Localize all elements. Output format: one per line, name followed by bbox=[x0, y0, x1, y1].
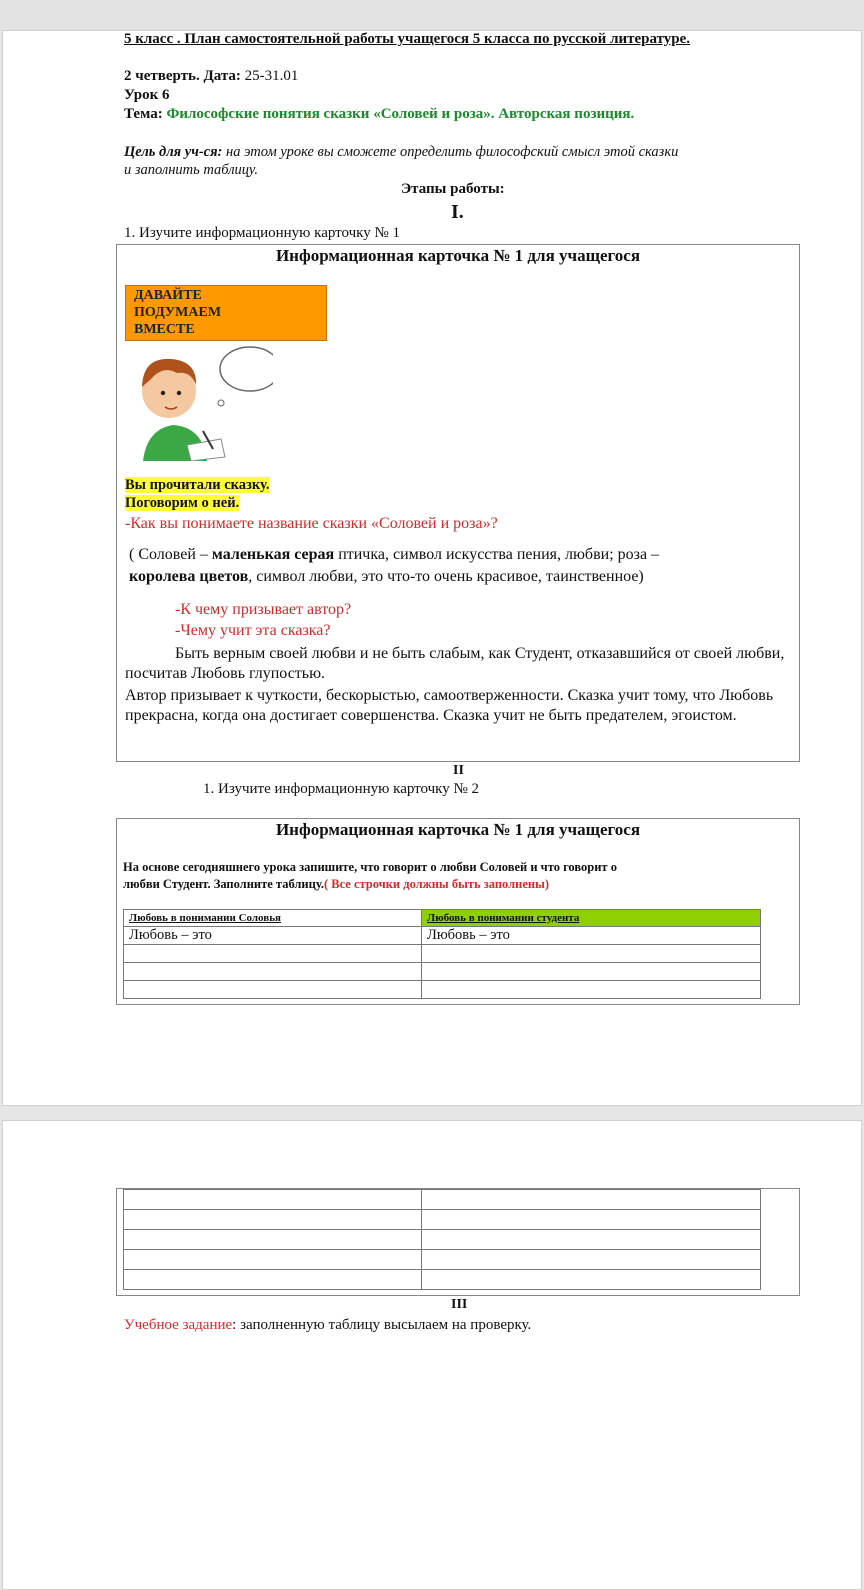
table-cell-empty[interactable] bbox=[422, 1250, 761, 1270]
love-comparison-table bbox=[123, 909, 761, 999]
table-continuation-frame bbox=[116, 1188, 800, 1296]
table-cell-empty[interactable] bbox=[124, 1210, 422, 1230]
love-comparison-table-continued bbox=[123, 1189, 761, 1290]
study-task-label: Учебное задание bbox=[124, 1317, 233, 1333]
highlight-text-1: Вы прочитали сказку. bbox=[125, 477, 270, 493]
thinking-boy-illustration bbox=[133, 341, 273, 461]
instruction-warning: ( Все строчки должны быть заполнены) bbox=[323, 877, 549, 891]
highlight-text-2: Поговорим о ней. bbox=[125, 495, 240, 511]
info-card-2 bbox=[116, 818, 800, 1005]
question-3: -Чему учит эта сказка? bbox=[175, 622, 331, 639]
thought-bubble-dot bbox=[218, 400, 224, 406]
stage-3-marker: III bbox=[451, 1297, 468, 1312]
table-cell-empty[interactable] bbox=[124, 1230, 422, 1250]
goal-label: Цель для уч-ся: bbox=[124, 144, 223, 160]
boy-eye-right bbox=[177, 391, 181, 395]
col-nightingale-header: Любовь в понимании Соловья bbox=[124, 910, 422, 927]
table-cell-student[interactable]: Любовь – это bbox=[422, 927, 761, 945]
document-title: 5 класс . План самостоятельной работы учащегося 5 класса по русской литературе. bbox=[124, 31, 691, 47]
table-row bbox=[124, 1250, 761, 1270]
study-task-line bbox=[124, 1317, 531, 1334]
question-2: -К чему призывает автор? bbox=[175, 601, 352, 618]
goal-line-1 bbox=[124, 144, 678, 161]
document-page-1 bbox=[2, 30, 862, 1106]
theme-text: Философские понятия сказки «Соловей и роза». Авторская позиция. bbox=[166, 106, 635, 122]
answer-1-bold-a: маленькая серая bbox=[211, 546, 335, 563]
step-2-instruction: 1. Изучите информационную карточку № 2 bbox=[203, 781, 480, 797]
table-row bbox=[124, 981, 761, 999]
thought-bubble-shape bbox=[220, 347, 273, 391]
step-1-instruction: 1. Изучите информационную карточку № 1 bbox=[124, 225, 401, 241]
col-student-header: Любовь в понимании студента bbox=[422, 910, 761, 927]
table-cell-empty[interactable] bbox=[124, 945, 422, 963]
table-cell-empty[interactable] bbox=[124, 1270, 422, 1290]
table-cell-empty[interactable] bbox=[124, 963, 422, 981]
goal-text: на этом уроке вы сможете определить философский смысл этой сказки bbox=[226, 144, 679, 160]
answer-1-line-2 bbox=[129, 568, 644, 586]
table-row bbox=[124, 945, 761, 963]
table-header-row bbox=[124, 910, 761, 927]
answer-1-bold-d: королева цветов bbox=[129, 568, 249, 585]
table-row bbox=[124, 927, 761, 945]
answer-1-part-a: ( Соловей – bbox=[129, 546, 212, 563]
answer-1-line-1 bbox=[129, 546, 659, 564]
theme-line bbox=[124, 106, 634, 123]
banner-line-3: ВМЕСТЕ bbox=[134, 322, 195, 337]
table-cell-empty[interactable] bbox=[422, 963, 761, 981]
goal-line-2: и заполнить таблицу. bbox=[124, 162, 258, 178]
banner-line-1: ДАВАЙТЕ bbox=[134, 288, 202, 303]
table-row bbox=[124, 1230, 761, 1250]
table-cell-empty[interactable] bbox=[422, 1230, 761, 1250]
stages-heading: Этапы работы: bbox=[401, 181, 505, 197]
answer-1-part-c: птичка, символ искусства пения, любви; роза – bbox=[334, 546, 660, 563]
stage-2-marker: II bbox=[453, 763, 464, 778]
quarter-label: 2 четверть. Дата: bbox=[124, 68, 241, 84]
table-cell-empty[interactable] bbox=[124, 981, 422, 999]
answer-1-part-e: , символ любви, это что-то очень красивое, таинственное) bbox=[248, 568, 644, 585]
viewer-top-bar bbox=[0, 0, 864, 30]
instruction-text: любви Студент. Заполните таблицу. bbox=[123, 877, 324, 891]
stage-1-marker: I. bbox=[451, 201, 464, 223]
table-row bbox=[124, 1270, 761, 1290]
table-row bbox=[124, 1210, 761, 1230]
answer-3: Автор призывает к чуткости, бескорыстью, самоотверженности. Сказка учит тому, что Любовь прекрасна, когда она достигает совершенства. Сказка учит не быть предателем, эгоистом. bbox=[125, 687, 774, 724]
question-1: -Как вы понимаете название сказки «Соловей и роза»? bbox=[125, 515, 498, 532]
banner-line-2: ПОДУМАЕМ bbox=[134, 305, 222, 320]
theme-label: Тема: bbox=[124, 106, 163, 122]
table-cell-empty[interactable] bbox=[422, 981, 761, 999]
boy-eye-left bbox=[161, 391, 165, 395]
table-cell-empty[interactable] bbox=[124, 1250, 422, 1270]
date-value: 25-31.01 bbox=[244, 68, 299, 84]
table-cell-empty[interactable] bbox=[124, 1190, 422, 1210]
document-page-2 bbox=[2, 1120, 862, 1590]
think-together-banner bbox=[125, 285, 327, 341]
study-task-text: : заполненную таблицу высылаем на проверку. bbox=[232, 1317, 532, 1333]
read-tale-line bbox=[125, 477, 269, 494]
table-cell-empty[interactable] bbox=[422, 1270, 761, 1290]
table-cell-empty[interactable] bbox=[422, 1210, 761, 1230]
info-card-1 bbox=[116, 244, 800, 762]
table-cell-empty[interactable] bbox=[422, 1190, 761, 1210]
answer-2: Быть верным своей любви и не быть слабым, как Студент, отказавшийся от своей любви, посчитав Любовь глупостью. bbox=[125, 645, 785, 682]
talk-about-line bbox=[125, 495, 239, 512]
quarter-date bbox=[124, 68, 298, 85]
card-2-title: Информационная карточка № 1 для учащегося bbox=[275, 820, 641, 839]
table-cell-empty[interactable] bbox=[422, 945, 761, 963]
lesson-number: Урок 6 bbox=[124, 87, 170, 103]
card-1-title: Информационная карточка № 1 для учащегося bbox=[275, 246, 641, 265]
card-2-instruction-line-1: На основе сегодняшнего урока запишите, что говорит о любви Соловей и что говорит о bbox=[123, 860, 617, 874]
table-cell-nightingale[interactable]: Любовь – это bbox=[124, 927, 422, 945]
table-row bbox=[124, 1190, 761, 1210]
table-row bbox=[124, 963, 761, 981]
card-2-instruction-line-2 bbox=[123, 877, 549, 892]
